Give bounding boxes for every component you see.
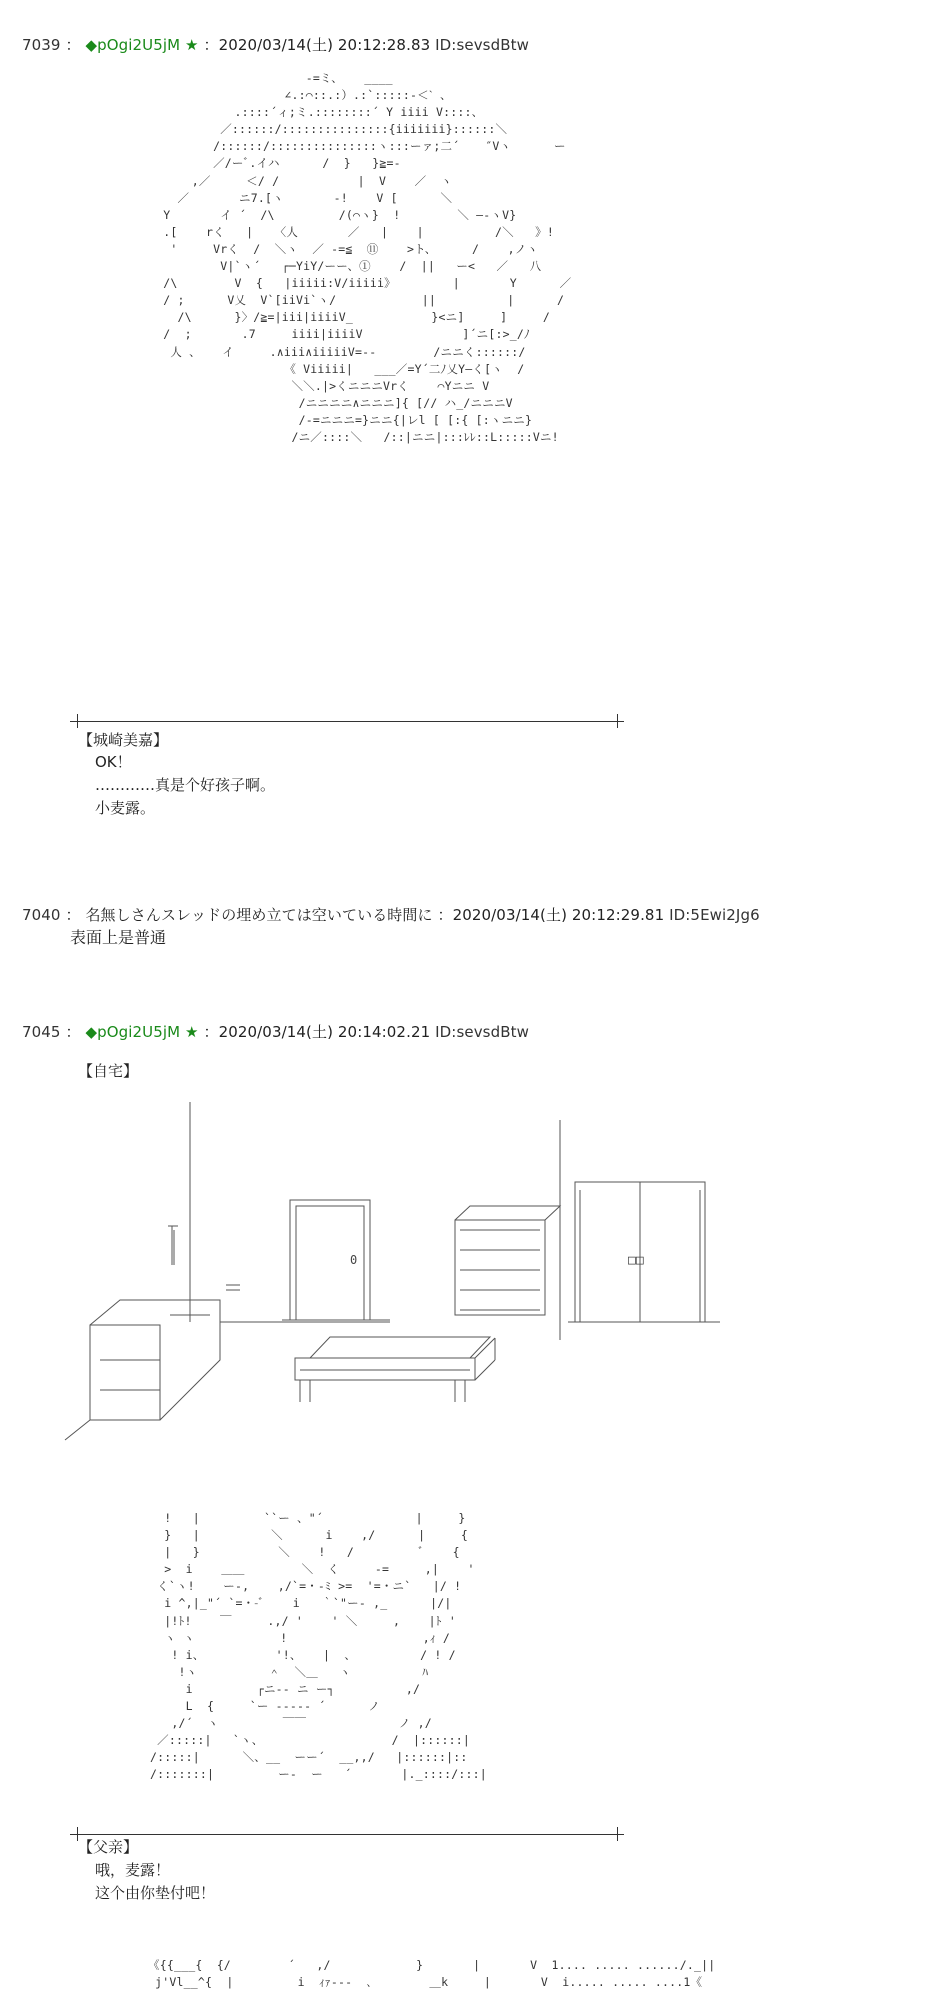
- trip-code: ◆pOgi2U5jM: [85, 36, 181, 54]
- divider-marker-left: [77, 714, 78, 728]
- ascii-art-father: ! | ``ー 、"´ | } } | ＼ i ,/ | { | } ＼ ! / ﾞ { > i ＿＿ ＼ く -= ,| ' く`ヽ! ー-, ,/`=・-ﾐ >= '=・ニ` |/ ! i ^,|_"´ `=・-ﾞ i ｀`"ー- ,_ |/| |!ﾄ! ￣ .,/ ' ' ＼ , |ﾄ ' ヽ ヽ ! ,ｨ / ! i、 '!、 | 、 / ! / !ヽ ＾ ＼＿ ヽ ﾊ i ┌ニ-- ニ ー┐ ,/ L { `ー ‐‐‐‐‐ ´ ノ ,/´ ヽ ￣￣ ノ ,/ ／:::::| `ヽ、 / |::::::| /:::::| ＼、__ ーー´ __,,/ |::::::|:: /:::::::| ー- ー ´ |._::::/:::|: [150, 1511, 487, 1782]
- ascii-art-girl: -=ミ、 ____ ∠.:⌒::.:）.:`:::::-＜ˋ 、 .::::´ィ;ミ.::::::::´ Y iiii V::::、 ／::::::/:::::::::::::::{iiiiiii}::::::＼ /::::::/:::::::::::::::ヽ:::ーァ;二´ ″Vヽ ー ／/ーﾞ.イハ / } }≧=- ,／ ＜/ / | V ／ ヽ ／ ニ7.[ヽ -! V [ ＼ Y イ ´ /\ /(⌒ヽ} ! ＼ ―-ヽV} .[ rく | 〈人 ／ | | /＼ 》! ' Vrく / ＼ヽ ／ -=≦ ⑪ >ト、 / ,ノヽ V|`ヽ´ ┌─YiY/ーー、① / || ー< ／ 八 /\ V { |iiiii:V/iiiii》 | Y ／ / ; V乂 V`[iiVi`ヽ/ || | / /\ }〉/≧=|iii|iiiiV_ }<ニ] ] / / ; .7 iiii|iiiiV ]´ニ[:>_/ﾉ 人 、 イ .∧iii∧iiiiiV=-- /ニニく::::::/ 《 Viiiii| ___／=Y´二ﾉ乂Y―く[ヽ / ＼＼.|>くニニニVrく ⌒Yニニ V /ニニニニ∧ニニニ]{ [// ハ_/ニニニV /-=ニニニ=}ニニ{|レl [ [:{ [:ヽニニ} /ニ／::::＼ /::|ニニ|:::ﾚﾚ::L:::::Vニ!: [163, 71, 572, 444]
- post-separator: ：: [65, 1023, 81, 1041]
- star-icon: ★: [185, 36, 199, 54]
- trip-code: ◆pOgi2U5jM: [85, 1023, 181, 1041]
- post-header-7039: [22, 34, 529, 55]
- divider-marker-right: [617, 714, 618, 728]
- speech-line-2: 这个由你垫付吧！: [95, 1884, 216, 1902]
- post-date: ：2020/03/14(土) 20:12:29.81: [437, 906, 665, 924]
- speaker-label: 【城崎美嘉】: [78, 731, 169, 749]
- post-number: 7045: [22, 1023, 61, 1041]
- post-id: ID:sevsdBtw: [435, 1023, 529, 1041]
- divider-line: [70, 721, 624, 722]
- speech-line-1: 哦，麦露！: [95, 1861, 171, 1879]
- post-number: 7039: [22, 36, 61, 54]
- post-number: 7040: [22, 906, 61, 924]
- divider-marker-right: [617, 1827, 618, 1841]
- post-separator: ：: [65, 906, 81, 924]
- divider-line: [70, 1834, 624, 1835]
- speech-line-2: …………真是个好孩子啊。: [95, 776, 276, 794]
- speech-line-3: 小麦露。: [95, 799, 156, 817]
- poster-name: 名無しさんスレッドの埋め立ては空いている時間に: [85, 906, 433, 924]
- post-body-7040: 表面上是普通: [70, 928, 167, 947]
- speaker-label: 【父亲】: [78, 1838, 139, 1856]
- post-date: ：2020/03/14(土) 20:12:28.83: [203, 36, 431, 54]
- post-separator: ：: [65, 36, 81, 54]
- door-knob-label: 0: [350, 1253, 358, 1267]
- post-id: ID:5Ewi2Jg6: [669, 906, 760, 924]
- speech-line-1: OK！: [95, 753, 132, 771]
- wardrobe-handles-label: □□: [628, 1253, 644, 1268]
- location-label: 【自宅】: [78, 1062, 139, 1080]
- post-date: ：2020/03/14(土) 20:14:02.21: [203, 1023, 431, 1041]
- ascii-art-fragment: 《{{___{ {/ ´ ,/ } | V 1.... ..... ....../._|| j'Vl__^{ | i ｨｧ--- ､ ＿k | V i..... ..... ....1《: [148, 1958, 716, 1990]
- post-header-7040: [22, 904, 760, 925]
- post-id: ID:sevsdBtw: [435, 36, 529, 54]
- post-header-7045: [22, 1021, 529, 1042]
- star-icon: ★: [185, 1023, 199, 1041]
- room-illustration: [60, 1090, 740, 1470]
